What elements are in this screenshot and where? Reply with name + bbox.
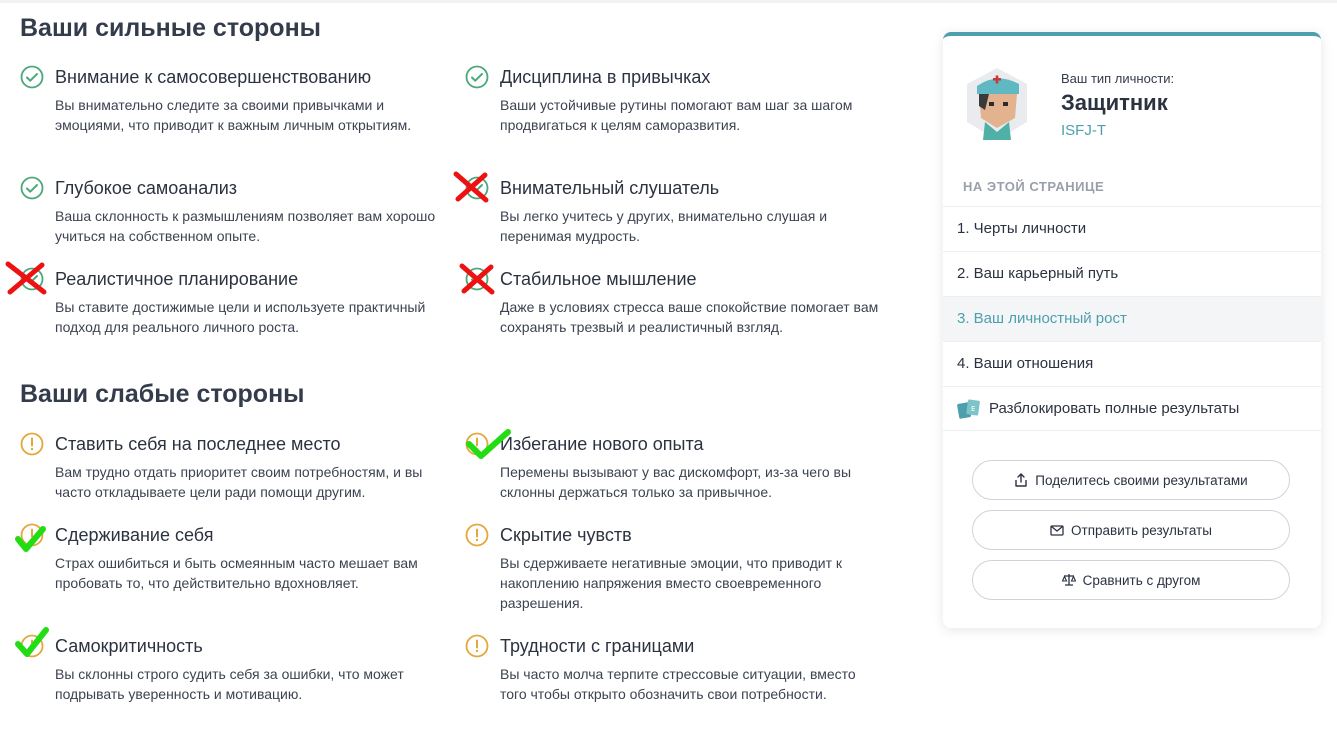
toc-item-career[interactable]: 2. Ваш карьерный путь xyxy=(943,251,1321,296)
share-results-button[interactable] xyxy=(972,460,1290,500)
toc-item-traits[interactable]: 1. Черты личности xyxy=(943,206,1321,251)
check-circle-icon xyxy=(465,65,489,89)
strength-title: Дисциплина в привычках xyxy=(500,67,711,87)
share-results-label: Поделитесь своими результатами xyxy=(1035,472,1248,488)
weakness-description: Вы часто молча терпите стрессовые ситуации, вместо того чтобы открыто обозначить свои потребности. xyxy=(500,666,856,702)
exclamation-circle-icon xyxy=(20,432,44,456)
weakness-description: Вы склонны строго судить себя за ошибки, что может подрывать уверенность и мотивацию. xyxy=(55,666,404,702)
weakness-title: Избегание нового опыта xyxy=(500,434,704,454)
strength-title: Глубокое самоанализ xyxy=(55,178,238,198)
compare-friend-button[interactable] xyxy=(972,560,1290,600)
envelope-icon xyxy=(1050,523,1064,537)
personality-avatar xyxy=(963,66,1031,142)
check-circle-icon xyxy=(20,176,44,200)
exclamation-circle-icon xyxy=(20,523,44,547)
strengths-heading: Ваши сильные стороны xyxy=(20,14,322,42)
weakness-title: Скрытие чувств xyxy=(500,525,632,545)
strength-title: Внимание к самосовершенствованию xyxy=(55,67,372,87)
unlock-results-link[interactable] xyxy=(943,386,1321,431)
exclamation-circle-icon xyxy=(465,523,489,547)
weaknesses-heading: Ваши слабые стороны xyxy=(20,380,305,408)
strength-description: Даже в условиях стресса ваше спокойствие помогает вам сохранять трезвый и реалистичный взгляд. xyxy=(500,299,879,335)
personality-type-code: ISFJ-T xyxy=(1061,122,1106,139)
send-results-label: Отправить результаты xyxy=(1071,522,1212,538)
weakness-description: Страх ошибиться и быть осмеянным часто мешает вам пробовать то, что действительно вдохновляет. xyxy=(55,555,418,591)
weakness-description: Вам трудно отдать приоритет своим потребностям, и вы часто откладываете цели ради помощи другим. xyxy=(55,464,423,500)
check-circle-icon xyxy=(465,267,489,291)
page-top-border xyxy=(0,0,1337,3)
svg-text:E: E xyxy=(971,405,976,413)
share-icon xyxy=(1014,473,1028,487)
sidebar-panel xyxy=(943,32,1321,628)
scales-icon xyxy=(1062,573,1076,587)
strength-description: Вы ставите достижимые цели и используете практичный подход для реального личного роста. xyxy=(55,299,426,335)
unlock-cards-icon xyxy=(957,398,981,420)
strength-description: Ваши устойчивые рутины помогают вам шаг за шагом продвигаться к целям саморазвития. xyxy=(500,97,853,133)
exclamation-circle-icon xyxy=(20,634,44,658)
strength-description: Вы внимательно следите за своими привычками и эмоциями, что приводит к важным личным открытиям. xyxy=(55,97,412,133)
strength-title: Внимательный слушатель xyxy=(500,178,720,198)
weakness-title: Сдерживание себя xyxy=(55,525,214,545)
toc-item-growth[interactable]: 3. Ваш личностный рост xyxy=(943,296,1321,341)
unlock-results-label: Разблокировать полные результаты xyxy=(989,400,1240,417)
toc-heading: НА ЭТОЙ СТРАНИЦЕ xyxy=(963,179,1105,194)
weakness-title: Ставить себя на последнее место xyxy=(55,434,341,454)
compare-friend-label: Сравнить с другом xyxy=(1082,572,1201,588)
personality-type-label: Ваш тип личности: xyxy=(1061,71,1175,86)
personality-type-name: Защитник xyxy=(1061,90,1168,115)
weakness-description: Перемены вызывают у вас дискомфорт, из-за чего вы склонны держаться только за привычное. xyxy=(500,464,852,500)
weakness-description: Вы сдерживаете негативные эмоции, что приводит к накоплению напряжения вместо своевременного разрешения. xyxy=(500,555,843,611)
weakness-title: Самокритичность xyxy=(55,636,203,656)
check-circle-icon xyxy=(465,176,489,200)
strength-description: Вы легко учитесь у других, внимательно слушая и перенимая мудрость. xyxy=(500,208,828,244)
exclamation-circle-icon xyxy=(465,432,489,456)
send-results-button[interactable] xyxy=(972,510,1290,550)
strength-title: Стабильное мышление xyxy=(500,269,697,289)
weakness-title: Трудности с границами xyxy=(500,636,695,656)
check-circle-icon xyxy=(20,267,44,291)
check-circle-icon xyxy=(20,65,44,89)
toc-item-relationships[interactable]: 4. Ваши отношения xyxy=(943,341,1321,386)
exclamation-circle-icon xyxy=(465,634,489,658)
strength-description: Ваша склонность к размышлениям позволяет вам хорошо учиться на собственном опыте. xyxy=(55,208,436,244)
strength-title: Реалистичное планирование xyxy=(55,269,299,289)
